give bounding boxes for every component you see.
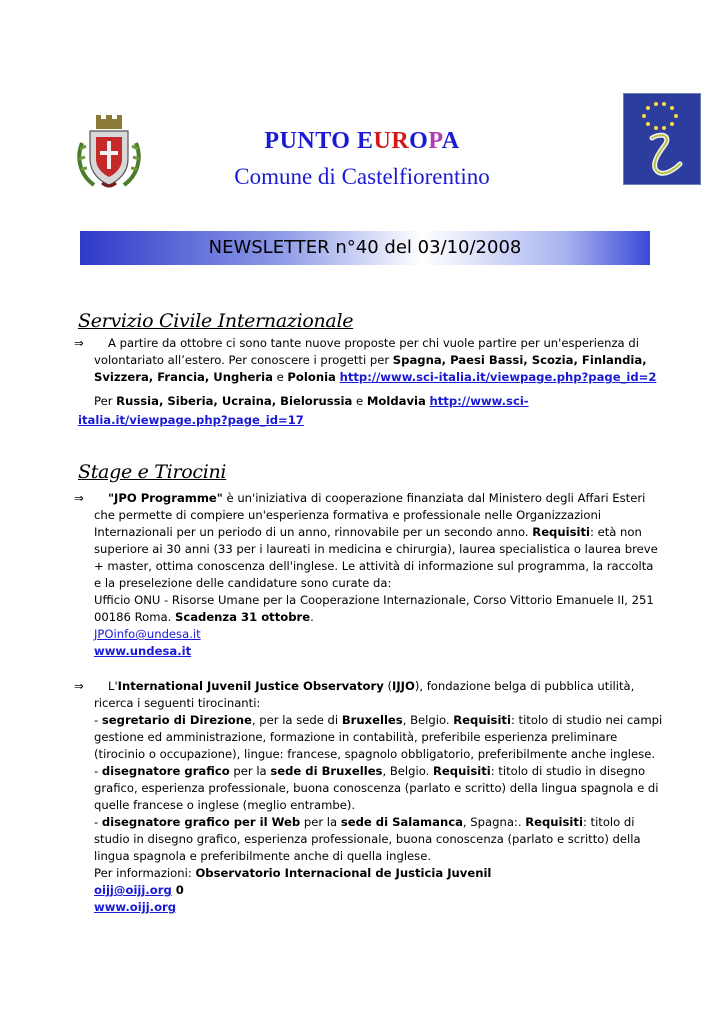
paragraph-jpo: ⇒ "JPO Programme" è un'iniziativa di cooperazione finanziata dal Ministero degli Affari Esteri che permette di compiere un'esperienza formativa e professionale nelle Organizzazioni Internazionali per un periodo di un anno, rinnovabile per un secondo anno. Requisiti: età non superiore ai 30 anni (33 per i laureati in medicina e chirurgia), laurea specialistica o laurea breve + master, ottima conoscenza dell'inglese. Le attività di informazione sul programma, la raccolta e la preselezione delle candidature sono curate da: Ufficio ONU - Risorse Umane per la Cooperazione Internazionale, Corso Vittorio Emanuele II, 251 00186 Roma. Scadenza 31 ottobre. JPOinfo@undesa.it www.undesa.it: [74, 491, 658, 658]
subtitle-comune: Comune di Castelfiorentino: [234, 164, 490, 189]
arrow-icon: ⇒: [74, 679, 84, 693]
link-jpo-email[interactable]: JPOinfo@undesa.it: [94, 627, 201, 641]
paragraph-sci-east-cont: [78, 412, 648, 429]
section-heading-servizio-civile: Servizio Civile Internazionale: [78, 310, 354, 332]
link-sci-page17-a[interactable]: http://www.sci-: [429, 394, 529, 408]
link-oijj-web[interactable]: www.oijj.org: [94, 900, 177, 914]
link-oijj-email[interactable]: oijj@oijj.org: [94, 883, 172, 897]
paragraph-sci-proposals: ⇒ A partire da ottobre ci sono tante nuove proposte per chi vuole partire per un'esperienza di volontariato all’estero. Per conoscere i progetti per Spagna, Paesi Bassi, Scozia, Finlandia, Svizzera, Francia, Ungheria e Polonia http://www.sci-italia.it/viewpage.php?page_id=2: [74, 336, 657, 384]
paragraph-ijjo: ⇒ L'International Juvenil Justice Observatory (IJJO), fondazione belga di pubblica utilità, ricerca i seguenti tirocinanti: - segretario di Direzione, per la sede di Bruxelles, Belgio. Requisiti: titolo di studio nei campi gestione ed amministrazione, formazione in contabilità, preferibile esperienza preliminare (tirocinio o occupazione), lingue: francese, spagnolo obbligatorio, preferibilmente anche inglese. - disegnatore grafico per la sede di Bruxelles, Belgio. Requisiti: titolo di studio in disegno grafico, esperienza professionale, buona conoscenza (parlato e scritto) della lingua spagnola e di quelle francese o inglese (meglio entrambe). - disegnatore grafico per il Web per la sede di Salamanca, Spagna:. Requisiti: titolo di studio in disegno grafico, esperienza professionale, buona conoscenza (parlato e scritto) della lingua spagnola e preferibilmente anche di quella inglese. Per informazioni: Observatorio Internacional de Justicia Juvenil oijj@oijj.org 0 www.oijj.org: [74, 679, 663, 914]
title-punto-europa: PUNTO EUROPA: [264, 128, 460, 154]
newsletter-title: NEWSLETTER n°40 del 03/10/2008: [208, 237, 522, 258]
link-sci-page17-b[interactable]: italia.it/viewpage.php?page_id=17: [78, 413, 304, 427]
link-undesa[interactable]: www.undesa.it: [94, 644, 192, 658]
arrow-icon: ⇒: [74, 336, 84, 350]
link-sci-page2[interactable]: http://www.sci-italia.it/viewpage.php?page_id=2: [339, 370, 657, 384]
section-heading-stage: Stage e Tirocini: [78, 461, 227, 483]
arrow-icon: ⇒: [74, 491, 84, 505]
paragraph-sci-east: Per Russia, Siberia, Ucraina, Bielorussia e Moldavia http://www.sci-: [94, 394, 529, 408]
